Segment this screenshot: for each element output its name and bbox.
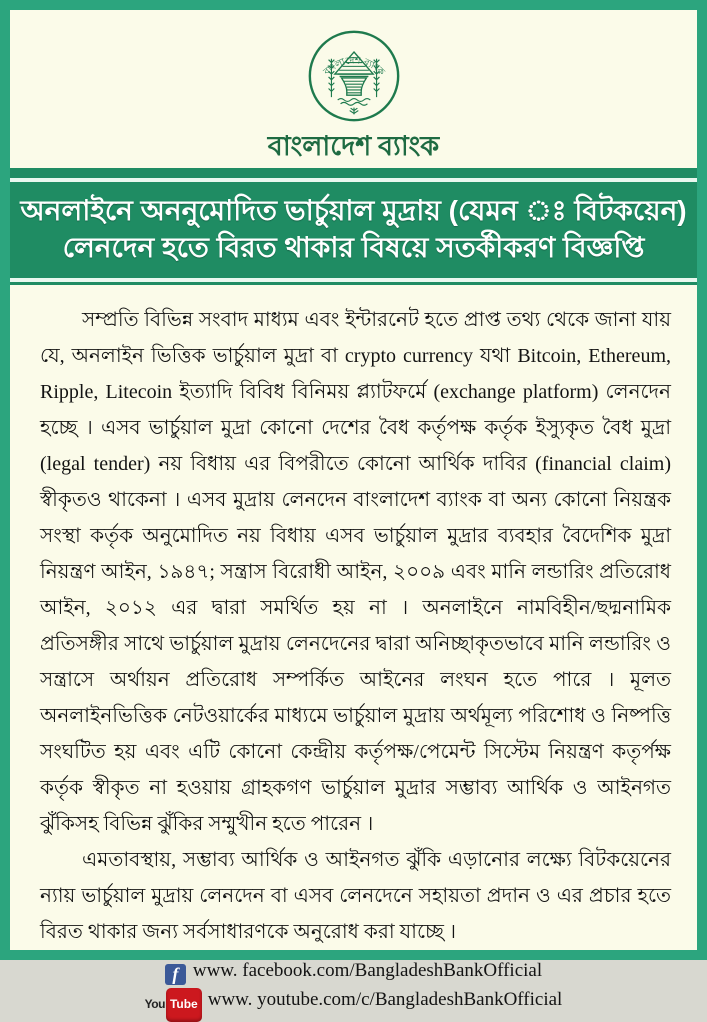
title-banner — [10, 168, 697, 285]
youtube-icon-tube: Tube — [166, 988, 202, 1022]
youtube-url: www. youtube.com/c/BangladeshBankOfficial — [207, 989, 563, 1010]
notice-title-line1: অনলাইনে অননুমোদিত ভার্চুয়াল মুদ্রায় (যেমন ঃ বিটকয়েন) — [20, 195, 687, 226]
header — [10, 10, 697, 161]
bank-name: বাংলাদেশ ব্যাংক — [267, 131, 440, 161]
seal-curved-text: বাংলাদেশ ব্যাংক — [321, 55, 387, 78]
bangladesh-bank-seal-icon — [306, 28, 402, 124]
facebook-line — [10, 956, 697, 985]
notice-paragraph-2: এমতাবস্থায়, সম্ভাব্য আর্থিক ও আইনগত ঝুঁকি এড়ানোর লক্ষ্যে বিটকয়েনের ন্যায় ভার্চুয়াল মুদ্রায় লেনদেন বা এসব লেনদেনে সহায়তা প্রদান ও এর প্রচার হতে বিরত থাকার জন্য সর্বসাধারণকে অনুরোধ করা যাচ্ছে । — [40, 849, 671, 943]
facebook-url: www. facebook.com/BangladeshBankOfficial — [192, 960, 543, 981]
notice-title-line2: লেনদেন হতে বিরত থাকার বিষয়ে সতর্কীকরণ বিজ্ঞপ্তি — [62, 232, 645, 263]
notice-body — [10, 285, 697, 950]
youtube-icon-you: You — [144, 997, 165, 1011]
youtube-icon — [145, 988, 202, 1022]
notice-title — [10, 182, 697, 278]
footer — [10, 956, 697, 1022]
banner-top-bar — [10, 168, 697, 178]
facebook-icon: f — [165, 964, 186, 985]
youtube-line — [10, 985, 697, 1022]
notice-paragraph-1: সম্প্রতি বিভিন্ন সংবাদ মাধ্যম এবং ইন্টারনেট হতে প্রাপ্ত তথ্য থেকে জানা যায় যে, অনলাইন ভিত্তিক ভার্চুয়াল মুদ্রা বা crypto currency যথা Bitcoin, Ethereum, Ripple, Litecoin ইত্যাদি বিবিধ বিনিময় প্ল্যাটফর্মে (exchange platform) লেনদেন হচ্ছে । এসব ভার্চুয়াল মুদ্রা কোনো দেশের বৈধ কর্তৃপক্ষ কর্তৃক ইস্যুকৃত বৈধ মুদ্রা (legal tender) নয় বিধায় এর বিপরীতে কোনো আর্থিক দাবির (financial claim) স্বীকৃতও থাকেনা । এসব মুদ্রায় লেনদেন বাংলাদেশ ব্যাংক বা অন্য কোনো নিয়ন্ত্রক সংস্থা কর্তৃক অনুমোদিত নয় বিধায় এসব ভার্চুয়াল মুদ্রার ব্যবহার বৈদেশিক মুদ্রা নিয়ন্ত্রণ আইন, ১৯৪৭; সন্ত্রাস বিরোধী আইন, ২০০৯ এবং মানি লন্ডারিং প্রতিরোধ আইন, ২০১২ এর দ্বারা সমর্থিত হয় না । অনলাইনে নামবিহীন/ছদ্মনামিক প্রতিসঙ্গীর সাথে ভার্চুয়াল মুদ্রায় লেনদেনের দ্বারা অনিচ্ছাকৃতভাবে মানি লন্ডারিং ও সন্ত্রাসে অর্থায়ন প্রতিরোধ সম্পর্কিত আইনের লংঘন হতে পারে । মূলত অনলাইনভিত্তিক নেটওয়ার্কের মাধ্যমে ভার্চুয়াল মুদ্রায় অর্থমূল্য পরিশোধ ও নিষ্পত্তি সংঘটিত হয় এবং এটি কোনো কেন্দ্রীয় কর্তৃপক্ষ/পেমেন্ট সিস্টেম নিয়ন্ত্রণ কতৃর্পক্ষ কর্তৃক স্বীকৃত না হওয়ায় গ্রাহকগণ ভার্চুয়াল মুদ্রার সম্ভাব্য আর্থিক ও আইনগত ঝুঁকিসহ বিভিন্ন ঝুঁকির সম্মুখীন হতে পারেন । — [40, 309, 671, 835]
